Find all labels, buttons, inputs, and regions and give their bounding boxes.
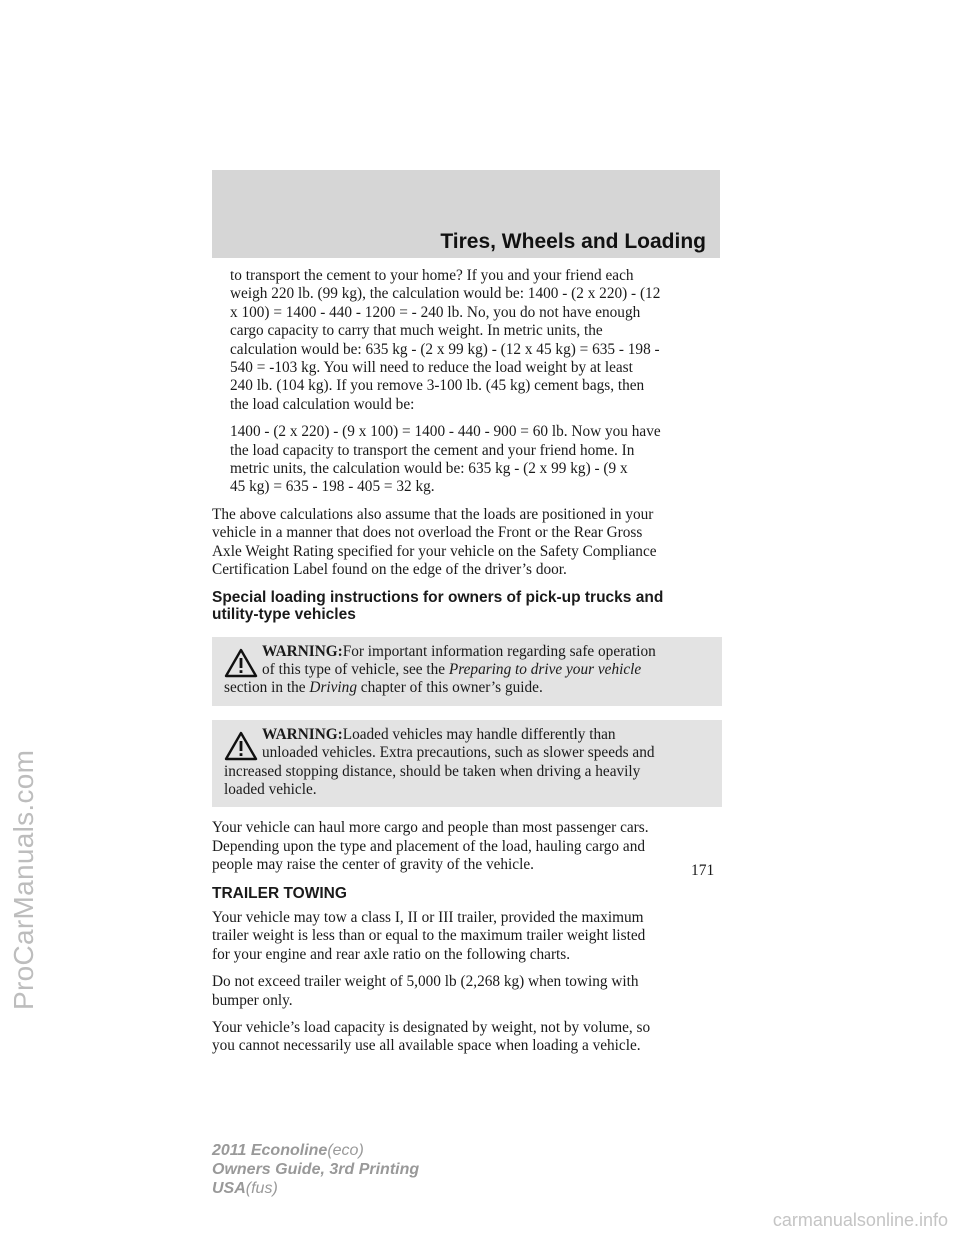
paragraph-load-position [212,506,722,580]
text-line: 540 = -103 kg. You will need to reduce the load weight by at least [230,359,633,377]
text-line: to transport the cement to your home? If you and your friend each [230,267,634,284]
footer-line-edition: Owners Guide, 3rd Printing [212,1161,420,1178]
text-line: Certification Label found on the edge of the driver’s door. [212,561,567,579]
text-line: trailer weight is less than or equal to the maximum trailer weight listed [212,927,646,945]
text-line: people may raise the center of gravity of the vehicle. [212,856,534,874]
text-line: Your vehicle may tow a class I, II or III trailer, provided the maximum [212,908,644,926]
paragraph-load-capacity [212,1019,722,1056]
footer-line-model: 2011 Econoline(eco) [212,1142,364,1159]
chapter-title: Tires, Wheels and Loading [440,230,706,253]
paragraph-trailer-class [212,909,722,964]
text-line: The above calculations also assume that the loads are positioned in your [212,505,654,523]
warning-line: of this type of vehicle, see the Preparing to drive your vehicle [262,660,642,678]
warning-box-safe-operation [212,637,722,706]
text-line: the load capacity to transport the cement and your friend home. In [230,441,635,459]
text-line: for your engine and rear axle ratio on the following charts. [212,945,571,963]
paragraph-calculation-2 [212,423,722,497]
bottom-watermark: carmanualsonline.info [772,1210,948,1230]
warning-box-loaded-vehicles [212,720,722,808]
text-line: 45 kg) = 635 - 198 - 405 = 32 kg. [230,478,435,496]
text-line: Your vehicle’s load capacity is designated by weight, not by volume, so [212,1019,651,1036]
section-title-trailer-towing: TRAILER TOWING [212,884,347,902]
text-line: calculation would be: 635 kg - (2 x 99 kg) - (12 x 45 kg) = 635 - 198 - [230,340,660,358]
paragraph-bumper-limit [212,973,722,1010]
text-line: Depending upon the type and placement of the load, hauling cargo and [212,837,645,855]
text-line: you cannot necessarily use all available space when loading a vehicle. [212,1037,641,1055]
warning-line: section in the Driving chapter of this owner’s guide. [224,679,543,697]
text-line: bumper only. [212,991,293,1009]
page-number: 171 [691,862,715,879]
side-watermark: ProCarManuals.com [8,749,39,1010]
page-content [212,267,722,1065]
subheading-line: Special loading instructions for owners of pick-up trucks and [212,588,664,606]
warning-triangle-icon [224,648,258,678]
document-footer [212,1141,419,1198]
paragraph-haul-cargo [212,819,722,874]
text-line: Your vehicle can haul more cargo and people than most passenger cars. [212,819,649,837]
text-line: cargo capacity to carry that much weight. In metric units, the [230,322,603,340]
warning-triangle-icon [224,731,258,761]
chapter-header-band [212,170,720,258]
reference-driving-chapter: Driving [309,679,357,697]
warning-line: loaded vehicle. [224,780,317,798]
text-line: x 100) = 1400 - 440 - 1200 = - 240 lb. No, you do not have enough [230,303,641,321]
warning-line: WARNING:Loaded vehicles may handle differently than [262,725,616,743]
text-line: 1400 - (2 x 220) - (9 x 100) = 1400 - 440 - 900 = 60 lb. Now you have [230,423,661,441]
warning-label: WARNING: [262,725,343,743]
subheading-special-loading [212,589,722,623]
warning-line: unloaded vehicles. Extra precautions, such as slower speeds and [262,744,655,762]
footer-line-region: USA(fus) [212,1180,278,1197]
warning-line: increased stopping distance, should be taken when driving a heavily [224,762,641,780]
text-line: weigh 220 lb. (99 kg), the calculation would be: 1400 - (2 x 220) - (12 [230,285,661,303]
text-line: 240 lb. (104 kg). If you remove 3-100 lb. (45 kg) cement bags, then [230,377,645,395]
text-line: Do not exceed trailer weight of 5,000 lb (2,268 kg) when towing with [212,973,639,991]
warning-label: WARNING: [262,642,343,660]
reference-preparing-to-drive: Preparing to drive your vehicle [448,660,642,678]
text-line: Axle Weight Rating specified for your vehicle on the Safety Compliance [212,542,657,560]
text-line: metric units, the calculation would be: 635 kg - (2 x 99 kg) - (9 x [230,460,628,478]
subheading-line: utility-type vehicles [212,605,356,623]
text-line: the load calculation would be: [230,395,415,413]
paragraph-calculation-1 [212,267,722,414]
warning-line: WARNING:For important information regarding safe operation [262,642,656,660]
text-line: vehicle in a manner that does not overload the Front or the Rear Gross [212,524,643,542]
